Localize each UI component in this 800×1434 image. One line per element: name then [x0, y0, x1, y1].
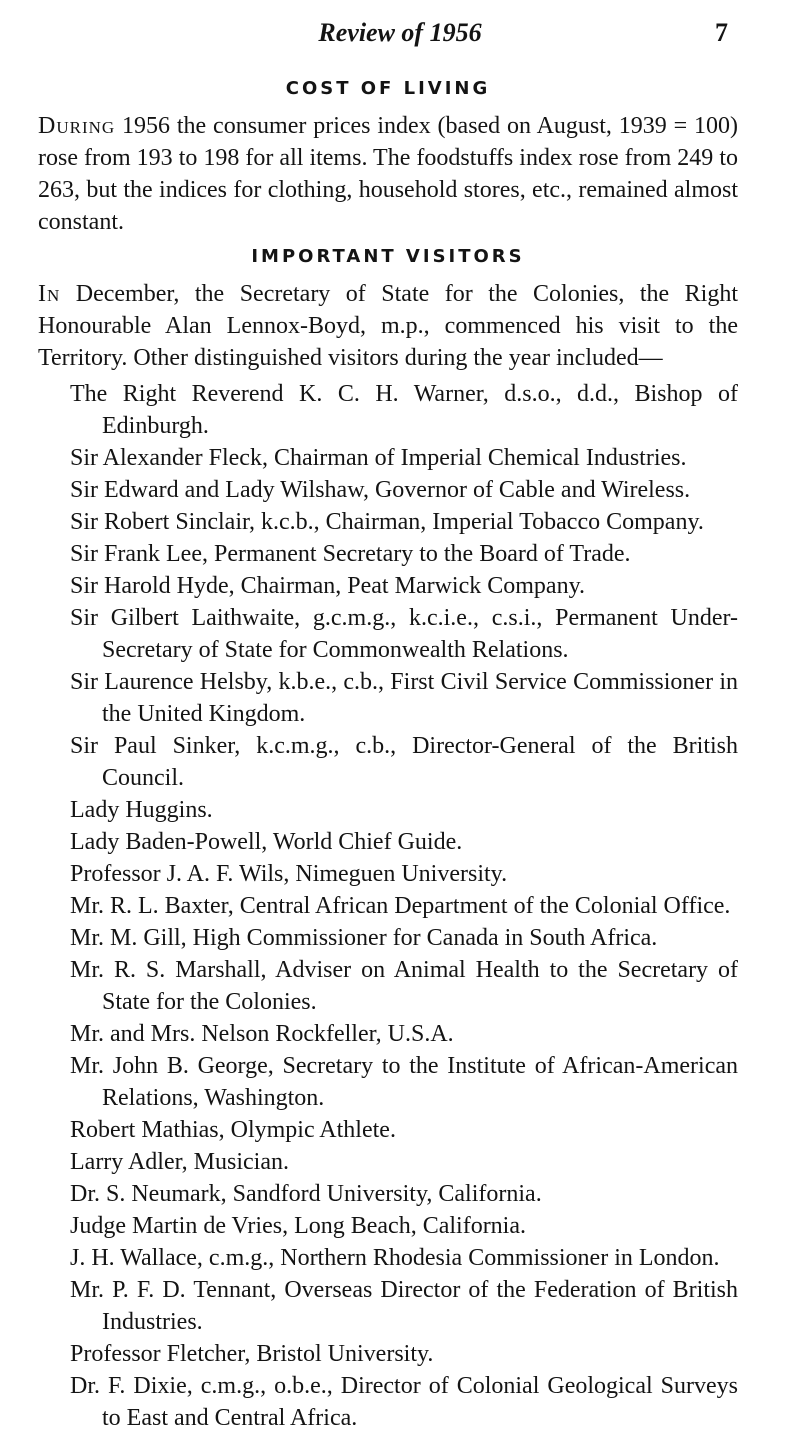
visitor-item: Judge Martin de Vries, Long Beach, California.	[70, 1213, 526, 1239]
visitor-item: The Right Reverend K. C. H. Warner, d.s.o., d.d., Bishop of Edinburgh.	[70, 381, 738, 439]
visitor-item: Sir Laurence Helsby, k.b.e., c.b., First Civil Service Commissioner in the United Kingdom.	[70, 669, 738, 727]
section-heading-cost-of-living: COST OF LIVING	[285, 78, 491, 99]
visitors-list	[38, 378, 738, 1434]
visitor-item: Mr. M. Gill, High Commissioner for Canada in South Africa.	[70, 925, 658, 951]
visitor-item: Mr. and Mrs. Nelson Rockfeller, U.S.A.	[70, 1021, 454, 1047]
paragraph-lead-word: During	[38, 113, 116, 139]
running-title: Review of 1956	[318, 18, 482, 47]
visitor-item: Dr. F. Dixie, c.m.g., o.b.e., Director of Colonial Geological Surveys to East and Central Africa.	[70, 1373, 738, 1431]
page-number: 7	[715, 18, 728, 47]
cost-of-living-paragraph	[38, 110, 738, 238]
visitor-item: Professor Fletcher, Bristol University.	[70, 1341, 434, 1367]
visitor-item: Sir Gilbert Laithwaite, g.c.m.g., k.c.i.e., c.s.i., Permanent Under-Secretary of State for Commonwealth Relations.	[70, 605, 738, 663]
visitor-item: Sir Paul Sinker, k.c.m.g., c.b., Director-General of the British Council.	[70, 733, 738, 791]
section-heading-important-visitors: IMPORTANT VISITORS	[251, 246, 525, 267]
visitor-item: Sir Robert Sinclair, k.c.b., Chairman, Imperial Tobacco Company.	[70, 509, 704, 535]
page-header	[0, 18, 800, 58]
visitor-item: Mr. R. S. Marshall, Adviser on Animal Health to the Secretary of State for the Colonies.	[70, 957, 738, 1015]
visitor-item: Larry Adler, Musician.	[70, 1149, 289, 1175]
visitor-item: Mr. P. F. D. Tennant, Overseas Director of the Federation of British Industries.	[70, 1277, 738, 1335]
visitor-item: Sir Edward and Lady Wilshaw, Governor of Cable and Wireless.	[70, 477, 691, 503]
page-body	[38, 74, 738, 1434]
visitor-item: Sir Harold Hyde, Chairman, Peat Marwick Company.	[70, 573, 586, 599]
paragraph-lead-word: In	[38, 281, 61, 307]
important-visitors-paragraph	[38, 278, 738, 374]
visitor-item: Robert Mathias, Olympic Athlete.	[70, 1117, 396, 1143]
visitor-item: Professor J. A. F. Wils, Nimeguen University.	[70, 861, 508, 887]
visitor-item: Sir Frank Lee, Permanent Secretary to the Board of Trade.	[70, 541, 631, 567]
visitor-item: Mr. John B. George, Secretary to the Institute of African-American Relations, Washington.	[70, 1053, 738, 1111]
visitor-item: Mr. R. L. Baxter, Central African Department of the Colonial Office.	[70, 893, 731, 919]
paragraph-text: 1956 the consumer prices index (based on August, 1939 = 100) rose from 193 to 198 for all items. The foodstuffs index rose from 249 to 263, but the indices for clothing, household stores, etc., remained almost constant.	[38, 113, 738, 235]
visitor-item: Sir Alexander Fleck, Chairman of Imperial Chemical Industries.	[70, 445, 687, 471]
visitor-item: J. H. Wallace, c.m.g., Northern Rhodesia Commissioner in London.	[70, 1245, 720, 1271]
visitor-item: Dr. S. Neumark, Sandford University, California.	[70, 1181, 542, 1207]
visitor-item: Lady Baden-Powell, World Chief Guide.	[70, 829, 463, 855]
paragraph-text: December, the Secretary of State for the Colonies, the Right Honourable Alan Lennox-Boyd, m.p., commenced his visit to the Territory. Other distinguished visitors during the year included—	[38, 281, 738, 371]
visitor-item: Lady Huggins.	[70, 797, 213, 823]
